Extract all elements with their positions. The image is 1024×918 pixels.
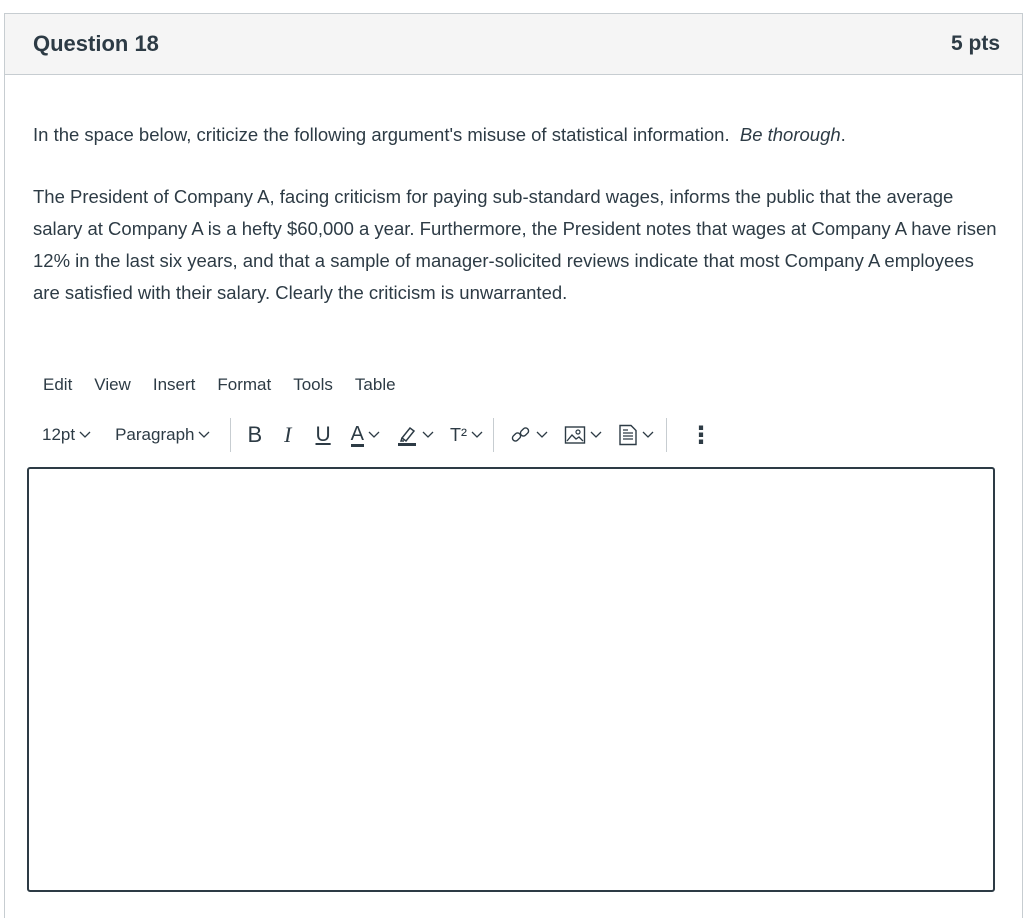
menu-table[interactable]: Table (354, 375, 396, 394)
font-size-value: 12pt (42, 425, 76, 444)
highlight-color-button[interactable] (388, 417, 442, 453)
chevron-down-icon (642, 431, 654, 439)
question-points: 5 pts (950, 32, 1000, 55)
question-body (5, 75, 1022, 309)
superscript-button[interactable] (442, 417, 491, 453)
block-format-dropdown[interactable] (107, 417, 218, 453)
menu-tools[interactable]: Tools (293, 375, 333, 394)
underline-button[interactable] (304, 417, 343, 453)
chevron-down-icon (590, 431, 602, 439)
document-button[interactable] (610, 417, 662, 453)
question-header (5, 14, 1022, 75)
italic-icon: I (284, 422, 292, 447)
menu-insert[interactable]: Insert (152, 375, 196, 394)
more-options-button[interactable] (679, 417, 723, 453)
prompt-end: . (840, 124, 846, 145)
editor-menubar (32, 370, 407, 400)
chevron-down-icon (422, 431, 434, 439)
highlighter-icon (396, 424, 418, 446)
chevron-down-icon (471, 431, 483, 439)
toolbar-divider (666, 418, 667, 452)
chevron-down-icon (368, 431, 380, 439)
toolbar-divider (230, 418, 231, 452)
italic-button[interactable] (272, 417, 303, 453)
superscript-icon: T² (450, 424, 468, 445)
question-passage: The President of Company A, facing criticism for paying sub-standard wages, informs the public that the average salary at Company A is a hefty $60,000 a year. Furthermore, the President notes that wages at Company A have risen 12% in the last six years, and that a sample of manager-solicited reviews indicate that most Company A employees are satisfied with their salary. Clearly the criticism is unwarranted. (33, 186, 997, 303)
menu-format[interactable]: Format (217, 375, 272, 394)
bold-button[interactable] (243, 417, 272, 453)
bold-icon: B (247, 422, 263, 447)
link-button[interactable] (506, 417, 556, 453)
menu-view[interactable]: View (94, 375, 131, 394)
text-color-button[interactable] (343, 417, 388, 453)
document-icon (618, 424, 638, 446)
block-format-value: Paragraph (115, 425, 195, 444)
image-button[interactable] (556, 417, 610, 453)
question-title: Question 18 (33, 31, 159, 56)
link-icon (510, 424, 532, 446)
prompt-text: In the space below, criticize the following argument's misuse of statistical information. (33, 124, 730, 145)
answer-editor[interactable] (27, 467, 995, 892)
toolbar-divider (493, 418, 494, 452)
more-options-icon: ⋮ (689, 421, 714, 449)
question-prompt (33, 119, 1002, 151)
chevron-down-icon (198, 431, 210, 439)
editor-toolbar (36, 417, 723, 453)
text-color-icon: A (350, 422, 365, 445)
image-icon (564, 425, 586, 445)
chevron-down-icon (79, 431, 91, 439)
prompt-emphasis: Be thorough (739, 124, 841, 145)
font-size-dropdown[interactable] (36, 417, 99, 453)
chevron-down-icon (536, 431, 548, 439)
menu-edit[interactable]: Edit (43, 375, 73, 394)
underline-icon: U (315, 423, 331, 446)
